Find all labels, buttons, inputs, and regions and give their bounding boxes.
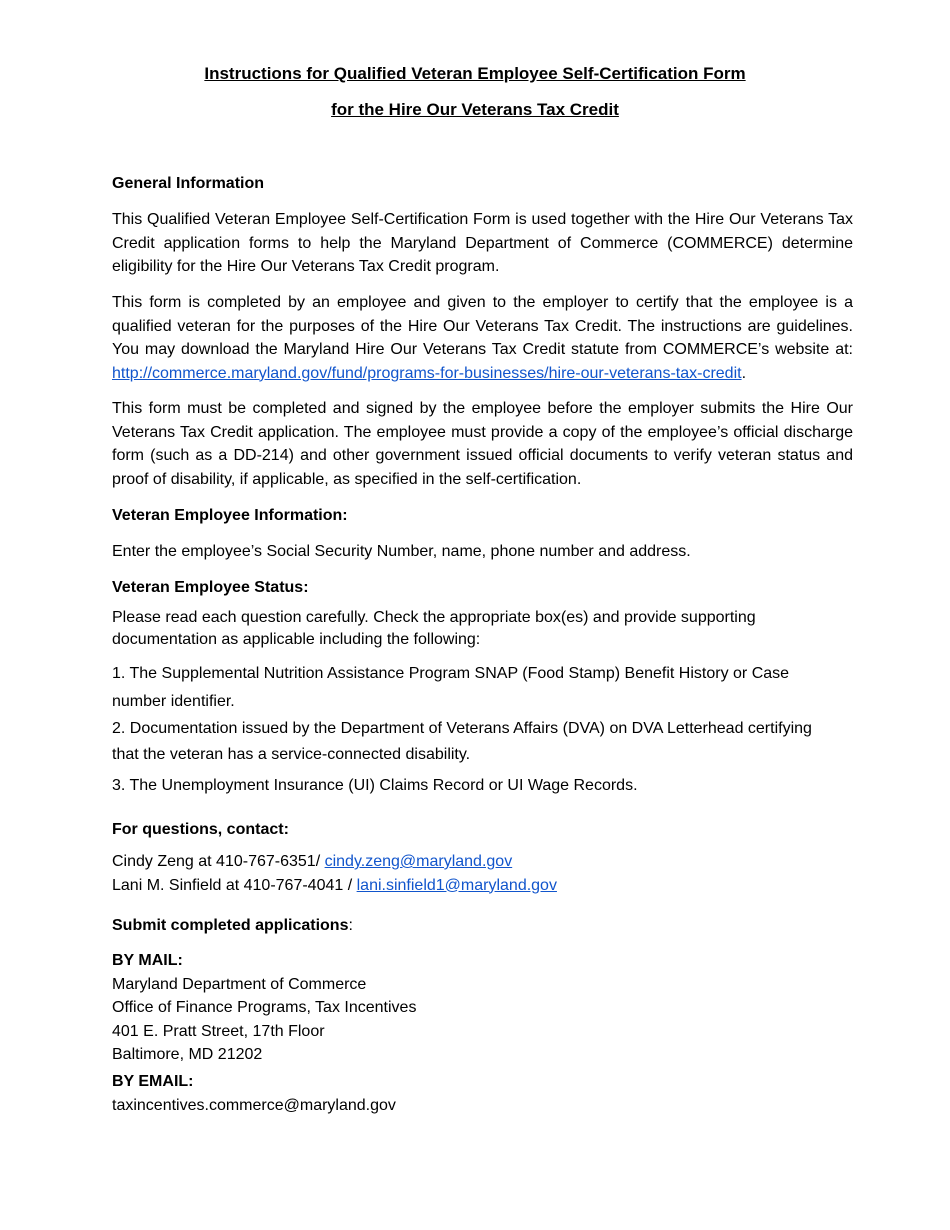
address-line-4: Baltimore, MD 21202: [112, 1046, 263, 1063]
general-paragraph-3: This form must be completed and signed by the employee before the employer submits the Hire Our Veterans Tax Credit application. The employee must provide a copy of the employee’s official discharge form (such as a DD-214) and other government issued official documents to verify veteran status and proof of disability, if applicable, as specified in the self-certification.: [112, 400, 853, 488]
contact-list: [112, 850, 853, 897]
doc-title-line2: for the Hire Our Veterans Tax Credit: [331, 100, 619, 119]
general-paragraph-2-text: This form is completed by an employee and given to the employer to certify that the employee is a qualified veteran for the purposes of the Hire Our Veterans Tax Credit. The instructions are guidelines. You may download the Maryland Hire Our Veterans Tax Credit statute from COMMERCE’s website at:: [112, 294, 853, 358]
list-item-1-line2: number identifier.: [112, 693, 235, 710]
list-item-1-line1: 1. The Supplemental Nutrition Assistance Program SNAP (Food Stamp) Benefit History or Case: [112, 665, 790, 682]
by-email-heading: BY EMAIL:: [112, 1073, 194, 1090]
contact-2-email-link[interactable]: lani.sinfield1@maryland.gov: [356, 876, 557, 894]
submit-heading-text: Submit completed applications: [112, 917, 349, 934]
documentation-list-item-3: 3. The Unemployment Insurance (UI) Claims Record or UI Wage Records.: [112, 777, 638, 794]
by-mail-heading: BY MAIL:: [112, 952, 183, 969]
documentation-list-item-1: [112, 660, 872, 716]
address-line-3: 401 E. Pratt Street, 17th Floor: [112, 1022, 325, 1040]
submit-email-address: taxincentives.commerce@maryland.gov: [112, 1096, 396, 1114]
general-paragraph-1: This Qualified Veteran Employee Self-Certification Form is used together with the Hire Our Veterans Tax Credit application forms to help the Maryland Department of Commerce (COMMERCE) determine eligibility for the Hire Our Veterans Tax Credit program.: [112, 211, 853, 275]
employee-info-text: Enter the employee’s Social Security Number, name, phone number and address.: [112, 543, 691, 560]
employee-status-intro-line1: Please read each question carefully. Check the appropriate box(es) and provide supporting: [112, 609, 756, 626]
address-line-1: Maryland Department of Commerce: [112, 975, 367, 993]
employee-info-heading: Veteran Employee Information:: [112, 507, 348, 524]
contact-heading: For questions, contact:: [112, 821, 289, 838]
general-info-heading: General Information: [112, 175, 265, 192]
contact-1-text: Cindy Zeng at 410-767-6351/: [112, 853, 325, 870]
email-block: [112, 1070, 853, 1117]
contact-1-email-link[interactable]: cindy.zeng@maryland.gov: [324, 853, 513, 870]
statute-link[interactable]: http://commerce.maryland.gov/fund/programs-for-businesses/hire-our-veterans-tax-credit: [112, 364, 742, 382]
employee-status-heading: Veteran Employee Status:: [112, 579, 309, 596]
documentation-list-item-2: [112, 716, 872, 768]
mail-address-block: [112, 949, 853, 1067]
list-item-2-line1: 2. Documentation issued by the Department of Veterans Affairs (DVA) on DVA Letterhead certifying: [112, 720, 812, 737]
contact-item: [112, 874, 853, 898]
contact-2-text: Lani M. Sinfield at 410-767-4041 /: [112, 876, 357, 894]
submit-heading-colon: :: [348, 917, 353, 934]
submit-heading: [112, 914, 853, 938]
contact-item: [112, 850, 853, 874]
general-paragraph-2: [112, 291, 853, 385]
address-line-2: Office of Finance Programs, Tax Incentives: [112, 999, 417, 1016]
list-item-2-line2: that the veteran has a service-connected disability.: [112, 746, 471, 763]
doc-title-line1: Instructions for Qualified Veteran Employee Self-Certification Form: [204, 64, 746, 83]
employee-status-intro-line2: documentation as applicable including the following:: [112, 631, 481, 648]
employee-status-intro: [112, 607, 853, 651]
general-paragraph-2-end: .: [741, 364, 747, 382]
